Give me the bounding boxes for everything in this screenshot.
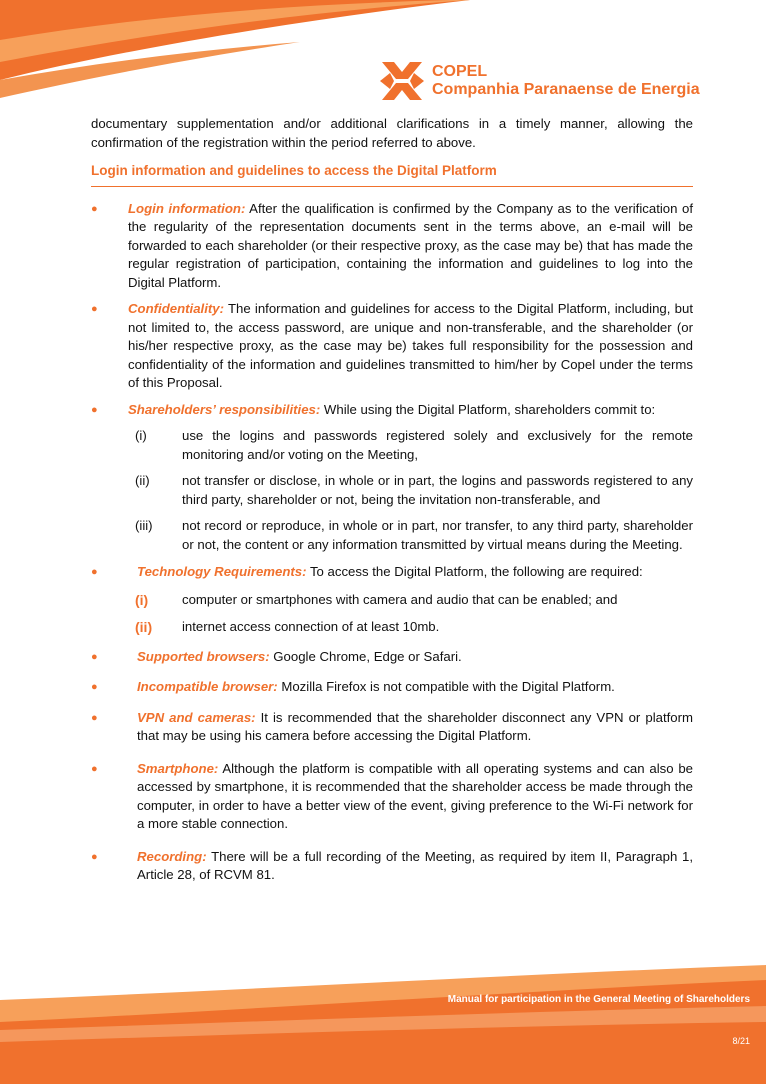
footer-swoosh bbox=[0, 960, 766, 1084]
item-text: not record or reproduce, in whole or in part, nor transfer, to any third party, shareholder or not, the content or any information transmitted by virtual means during the Meeting. bbox=[182, 518, 693, 552]
item-label: Supported browsers: bbox=[137, 648, 270, 664]
footer-title: Manual for participation in the General Meeting of Shareholders bbox=[447, 994, 750, 1005]
item-label: Confidentiality: bbox=[128, 301, 224, 316]
item-label: Recording: bbox=[137, 848, 207, 864]
bullet-icon: ● bbox=[91, 762, 98, 775]
item-text: There will be a full recording of the Meeting, as required by item II, Paragraph 1, Article 28, of RCVM 81. bbox=[137, 848, 693, 882]
responsibility-item bbox=[91, 427, 693, 464]
item-label: Incompatible browser: bbox=[137, 679, 278, 694]
item-text: Although the platform is compatible with all operating systems and can also be accessed by smartphone, it is recommended that the shareholder access be made through the computer, in order to have a better view of the event, giving preference to the Wi-Fi network for a more stable connection. bbox=[137, 760, 693, 831]
item-text: computer or smartphones with camera and audio that can be enabled; and bbox=[182, 591, 618, 607]
bullet-icon: ● bbox=[91, 403, 98, 416]
bullet-icon: ● bbox=[91, 566, 98, 578]
bullet-icon: ● bbox=[91, 711, 98, 724]
item-text: It is recommended that the shareholder disconnect any VPN or platform that may be using his camera before accessing the Digital Platform. bbox=[137, 709, 693, 743]
item-number: (ii) bbox=[135, 473, 150, 488]
item-text: Google Chrome, Edge or Safari. bbox=[269, 648, 462, 664]
section-title: Login information and guidelines to access the Digital Platform bbox=[91, 162, 693, 187]
item-label: VPN and cameras: bbox=[137, 709, 256, 725]
item-text: internet access connection of at least 10mb. bbox=[182, 619, 440, 634]
requirement-item bbox=[91, 591, 693, 610]
company-full-name: Companhia Paranaense de Energia bbox=[432, 81, 700, 98]
item-label: Technology Requirements: bbox=[137, 564, 307, 579]
bullet-icon: ● bbox=[91, 202, 98, 215]
item-text: Mozilla Firefox is not compatible with the Digital Platform. bbox=[277, 679, 615, 694]
list-item-vpn bbox=[91, 709, 693, 746]
item-text: While using the Digital Platform, shareholders commit to: bbox=[320, 401, 656, 417]
list-item-incompatible bbox=[91, 678, 693, 697]
item-number: (ii) bbox=[135, 619, 153, 635]
item-number: (iii) bbox=[135, 518, 153, 533]
item-text: not transfer or disclose, in whole or in part, the logins and passwords registered to any third party, shareholder or not, being the invitation non-transferable, and bbox=[182, 473, 693, 507]
item-number: (i) bbox=[135, 428, 147, 443]
responsibility-item bbox=[91, 517, 693, 554]
item-label: Login information: bbox=[128, 200, 246, 216]
list-item-browsers bbox=[91, 648, 693, 667]
intro-paragraph: documentary supplementation and/or additional clarifications in a timely manner, allowing the confirmation of the registration within the period referred to above. bbox=[91, 116, 693, 150]
item-label: Smartphone: bbox=[137, 760, 219, 776]
item-text: To access the Digital Platform, the following are required: bbox=[306, 564, 643, 579]
company-short-name: COPEL bbox=[432, 63, 488, 80]
list-item-confidentiality bbox=[91, 300, 693, 393]
list-item-recording bbox=[91, 848, 693, 885]
list-item-smartphone bbox=[91, 760, 693, 834]
item-text: The information and guidelines for access to the Digital Platform, including, but not limited to, the access password, are unique and non-transferable, and the shareholder (or his/her respective proxy, as the case may be) takes full responsibility for the possession and confidentiality of the information and guidelines transmitted to him/her by Copel under the terms of this Proposal. bbox=[128, 301, 693, 390]
list-item-responsibilities bbox=[91, 401, 693, 420]
responsibility-item bbox=[91, 472, 693, 509]
item-text: use the logins and passwords registered solely and exclusively for the remote monitoring and/or voting on the Meeting, bbox=[182, 428, 693, 462]
bullet-icon: ● bbox=[91, 303, 98, 315]
list-item-technology bbox=[91, 563, 693, 582]
page-number: 8/21 bbox=[732, 1036, 750, 1046]
document-body bbox=[91, 115, 693, 885]
item-number: (i) bbox=[135, 591, 149, 608]
list-item-login bbox=[91, 200, 693, 293]
copel-logo-icon bbox=[380, 60, 424, 102]
requirement-item bbox=[91, 618, 693, 637]
item-label: Shareholders’ responsibilities: bbox=[128, 401, 321, 417]
bullet-icon: ● bbox=[91, 650, 98, 663]
company-logo bbox=[380, 60, 700, 102]
bullet-icon: ● bbox=[91, 681, 98, 693]
item-text: After the qualification is confirmed by the Company as to the verification of the regularity of the representation documents sent in the terms above, an e-mail will be forwarded to each shareholder (or their respective proxy, as the case may be) that has made the regular registration of participation, containing the information and guidelines to log into the Digital Platform. bbox=[128, 200, 693, 290]
bullet-icon: ● bbox=[91, 850, 98, 863]
